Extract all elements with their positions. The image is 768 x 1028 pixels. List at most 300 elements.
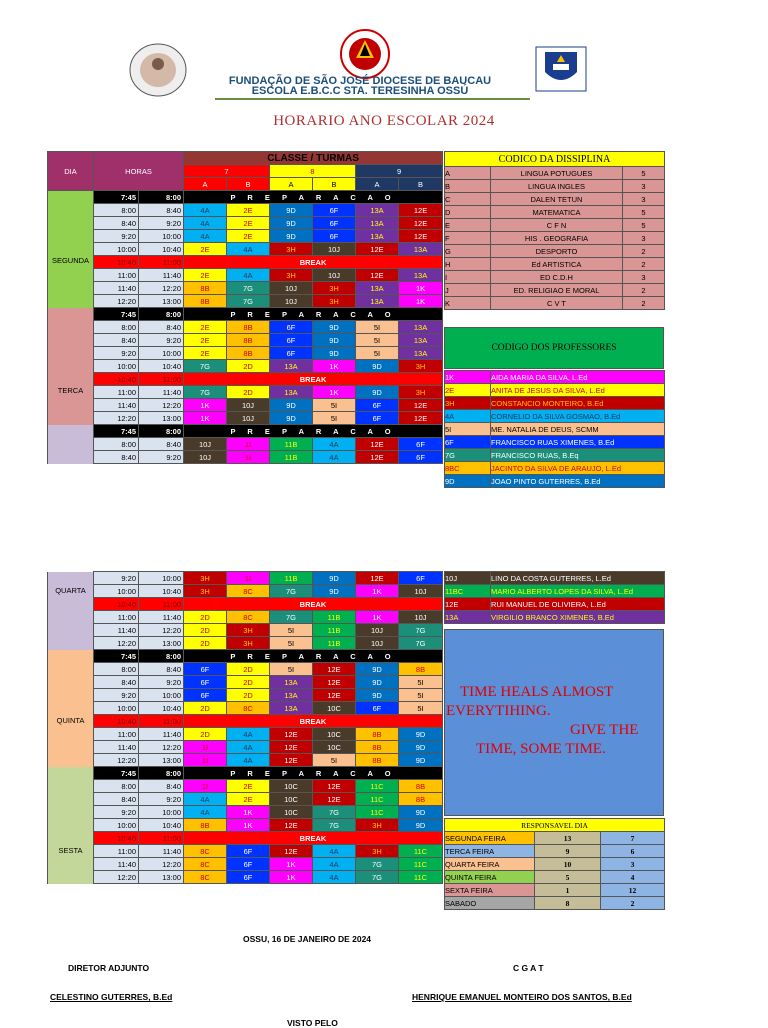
class-cell: 13A [399, 334, 443, 347]
class-cell: 10C [270, 793, 313, 806]
timor-leste-emblem [338, 28, 392, 80]
break-row: BREAK [184, 715, 443, 728]
end-time: 10:00 [139, 689, 184, 702]
class-cell: 9D [270, 412, 313, 425]
class-cell: 11C [399, 871, 443, 884]
class-cell: 7G [313, 806, 356, 819]
class-cell: 9D [356, 360, 399, 373]
school-shield-logo [535, 46, 587, 92]
day-cell [48, 347, 94, 360]
day-label-segunda: SEGUNDA [51, 256, 90, 265]
class-cell: 11B [270, 451, 313, 464]
class-cell: 9D [356, 663, 399, 676]
class-cell: 1K [270, 871, 313, 884]
class-cell: 2E [184, 334, 227, 347]
day-cell [48, 451, 94, 464]
professor-name: FRANCISCO RUAS XIMENES, B.Ed [491, 436, 665, 449]
subject-letter: E [445, 219, 491, 232]
class-cell: 13A [399, 243, 443, 256]
day-cell [48, 780, 94, 793]
professor-name: FRANCISCO RUAS, B.Eq [491, 449, 665, 462]
start-time: 10:00 [94, 585, 139, 598]
class-cell: 13A [270, 689, 313, 702]
start-time: 11:40 [94, 624, 139, 637]
end-time: 8:00 [139, 650, 184, 663]
class-cell: 11C [356, 806, 399, 819]
class-cell: 8C [227, 702, 270, 715]
class-cell: 3H [313, 295, 356, 308]
subject-code-row [445, 258, 665, 271]
professor-code: 6F [445, 436, 491, 449]
class-cell: 4A [184, 793, 227, 806]
class-cell: 4A [313, 871, 356, 884]
professor-codes-table-top [444, 370, 665, 488]
subject-code-row [445, 206, 665, 219]
start-time: 10:00 [94, 702, 139, 715]
subject-name: Ed ARTISTICA [491, 258, 623, 271]
schedule-row [48, 295, 443, 308]
end-time: 8:00 [139, 191, 184, 204]
class-cell: 1I [227, 572, 270, 585]
end-time: 8:40 [139, 321, 184, 334]
class-cell: 2E [227, 204, 270, 217]
school-name: ESCOLA E.B.C.C STA. TERESINHA OSSÚ [251, 85, 469, 97]
schedule-table-bottom [47, 571, 443, 884]
class-cell: 13A [356, 230, 399, 243]
start-time: 11:00 [94, 845, 139, 858]
day-cell [48, 572, 94, 585]
grade-7-header: 7 [184, 165, 270, 178]
day-cell [48, 741, 94, 754]
class-cell: 4A [227, 741, 270, 754]
day-cell [48, 438, 94, 451]
class-cell: 8C [184, 845, 227, 858]
class-cell: 10J [270, 282, 313, 295]
class-cell: 9D [270, 230, 313, 243]
class-cell: 2E [184, 243, 227, 256]
class-cell: 5I [356, 321, 399, 334]
quote-line-3: GIVE THE [570, 722, 639, 738]
start-time: 12:20 [94, 754, 139, 767]
professor-row [445, 449, 665, 462]
class-cell: 9D [356, 676, 399, 689]
schedule-row [48, 321, 443, 334]
professor-name: LINO DA COSTA GUTERRES, L.Ed [491, 572, 665, 585]
class-cell: 10J [227, 412, 270, 425]
day-cell [48, 637, 94, 650]
class-cell: 12E [399, 399, 443, 412]
start-time: 10:00 [94, 360, 139, 373]
teacher-number-1: 5 [535, 871, 601, 884]
start-time: 11:00 [94, 611, 139, 624]
end-time: 8:40 [139, 663, 184, 676]
teacher-number-2: 7 [601, 832, 665, 845]
subject-name: LINGUA POTUGUES [491, 167, 623, 180]
professor-row [445, 462, 665, 475]
class-cell: 10J [399, 585, 443, 598]
subject-name: C V T [491, 297, 623, 310]
foundation-name: FUNDAÇÃO DE SÃO JOSÉ DIOCESE DE BAUCAU [228, 75, 492, 87]
professor-name: RUI MANUEL DE OLIVIERA, L.Ed [491, 598, 665, 611]
start-time: 11:40 [94, 282, 139, 295]
start-time: 8:00 [94, 438, 139, 451]
class-cell: 1I [227, 438, 270, 451]
end-time: 11:40 [139, 269, 184, 282]
class-cell: 12E [399, 204, 443, 217]
day-cell [48, 308, 94, 321]
start-time: 9:20 [94, 806, 139, 819]
schedule-row [48, 793, 443, 806]
schedule-row [48, 624, 443, 637]
end-time: 11:00 [139, 715, 184, 728]
class-cell: 7G [227, 282, 270, 295]
class-cell: 6F [270, 321, 313, 334]
professor-name: JACINTO DA SILVA DE ARAUJO, L.Ed [491, 462, 665, 475]
end-time: 12:20 [139, 858, 184, 871]
start-time: 8:40 [94, 451, 139, 464]
start-time: 7:45 [94, 191, 139, 204]
subject-letter: A [445, 167, 491, 180]
class-cell: 12E [270, 754, 313, 767]
schedule-row [48, 399, 443, 412]
subject-name: MATEMATICA [491, 206, 623, 219]
schedule-row [48, 217, 443, 230]
day-cell [48, 793, 94, 806]
end-time: 13:00 [139, 871, 184, 884]
professor-name: AIDA MARIA DA SILVA, L.Ed [491, 371, 665, 384]
class-cell: 3H [399, 360, 443, 373]
class-cell: 11C [356, 793, 399, 806]
class-9b: B [399, 178, 443, 191]
subject-letter: C [445, 193, 491, 206]
class-cell: 4A [227, 728, 270, 741]
class-cell: 6F [399, 438, 443, 451]
start-time: 12:20 [94, 871, 139, 884]
class-cell: 12E [270, 819, 313, 832]
end-time: 10:40 [139, 819, 184, 832]
class-cell: 7G [227, 295, 270, 308]
class-cell: 8C [227, 611, 270, 624]
day-cell [48, 728, 94, 741]
subject-name: ED. RELIGIAO E MORAL [491, 284, 623, 297]
class-cell: 1K [227, 819, 270, 832]
day-cell [48, 806, 94, 819]
schedule-row [48, 858, 443, 871]
professor-name: MARIO ALBERTO LOPES DA SILVA, L.Ed [491, 585, 665, 598]
class-cell: 10J [184, 438, 227, 451]
class-cell: 9D [270, 217, 313, 230]
day-cell [48, 191, 94, 204]
quote-line-2: EVERYTIHING. [446, 703, 551, 719]
class-cell: 8B [356, 754, 399, 767]
day-label-terca: TERCA [57, 386, 84, 395]
professor-code: 1K [445, 371, 491, 384]
class-cell: 12E [270, 845, 313, 858]
professor-name: CONSTANCIO MONTEIRO, B.Ed [491, 397, 665, 410]
class-cell: 13A [399, 269, 443, 282]
class-cell: 3H [227, 624, 270, 637]
day-cell [48, 871, 94, 884]
class-cell: 2E [184, 321, 227, 334]
subject-letter: K [445, 297, 491, 310]
break-row: BREAK [184, 832, 443, 845]
start-time: 12:20 [94, 295, 139, 308]
end-time: 11:40 [139, 386, 184, 399]
responsavel-row [445, 858, 665, 871]
class-cell: 12E [399, 217, 443, 230]
end-time: 8:40 [139, 204, 184, 217]
schedule-row [48, 650, 443, 663]
class-7a: A [184, 178, 227, 191]
subject-letter: H [445, 258, 491, 271]
class-cell: 3H [270, 269, 313, 282]
professor-row [445, 410, 665, 423]
schedule-row [48, 767, 443, 780]
professor-name: JOAO PINTO GUTERRES, B.Ed [491, 475, 665, 488]
schedule-row [48, 269, 443, 282]
class-cell: 1K [399, 295, 443, 308]
weekday: SEGUNDA FEIRA [445, 832, 535, 845]
class-cell: 1K [270, 858, 313, 871]
subject-name: DESPORTO [491, 245, 623, 258]
subject-hours: 3 [623, 193, 665, 206]
end-time: 8:40 [139, 438, 184, 451]
class-cell: 12E [356, 572, 399, 585]
end-time: 10:40 [139, 243, 184, 256]
teacher-number-2: 4 [601, 871, 665, 884]
class-cell: 6F [399, 451, 443, 464]
responsavel-row [445, 884, 665, 897]
class-cell: 11C [399, 858, 443, 871]
start-time: 11:00 [94, 728, 139, 741]
class-cell: 6F [227, 845, 270, 858]
end-time: 9:20 [139, 676, 184, 689]
class-cell: 9D [313, 347, 356, 360]
teacher-number-2: 3 [601, 858, 665, 871]
class-cell: 6F [227, 858, 270, 871]
class-cell: 4A [227, 269, 270, 282]
class-cell: 7G [356, 871, 399, 884]
class-cell: 13A [356, 217, 399, 230]
start-time: 9:20 [94, 347, 139, 360]
professor-name: ME. NATALIA DE DEUS, SCMM [491, 423, 665, 436]
class-cell: 13A [356, 282, 399, 295]
class-cell: 7G [270, 585, 313, 598]
subject-code-row [445, 167, 665, 180]
class-cell: 6F [356, 399, 399, 412]
class-cell: 10J [184, 451, 227, 464]
class-cell: 6F [227, 871, 270, 884]
day-cell [48, 360, 94, 373]
class-cell: 4A [227, 243, 270, 256]
teacher-number-1: 10 [535, 858, 601, 871]
class-cell: 8B [399, 793, 443, 806]
class-cell: 1K [184, 412, 227, 425]
class-7b: B [227, 178, 270, 191]
day-cell [48, 425, 94, 438]
professor-code: 13A [445, 611, 491, 624]
class-cell: 6F [399, 572, 443, 585]
grade-8-header: 8 [270, 165, 356, 178]
professor-row [445, 572, 665, 585]
class-cell: 2E [227, 217, 270, 230]
subject-codes-title: CODICO DA DISSIPLINA [445, 152, 665, 167]
class-cell: 12E [313, 676, 356, 689]
day-cell [48, 412, 94, 425]
subject-letter: F [445, 232, 491, 245]
right-role: C G A T [513, 963, 544, 973]
start-time: 10:40 [94, 373, 139, 386]
weekday: SEXTA FEIRA [445, 884, 535, 897]
class-cell: 9D [313, 334, 356, 347]
end-time: 11:00 [139, 256, 184, 269]
end-time: 12:20 [139, 282, 184, 295]
class-cell: 13A [270, 360, 313, 373]
start-time: 12:20 [94, 637, 139, 650]
class-cell: 5I [270, 624, 313, 637]
start-time: 10:40 [94, 256, 139, 269]
preparacao-row: P R E P A R A C A O [184, 767, 443, 780]
class-cell: 13A [399, 321, 443, 334]
class-cell: 2D [227, 386, 270, 399]
end-time: 11:40 [139, 611, 184, 624]
school-header [200, 76, 520, 96]
class-cell: 1K [184, 399, 227, 412]
end-time: 12:20 [139, 624, 184, 637]
day-cell [48, 767, 94, 780]
responsavel-dia-title: RESPONSAVEL DIA [445, 819, 665, 832]
end-time: 9:20 [139, 793, 184, 806]
day-label-quinta: QUINTA [56, 716, 85, 725]
end-time: 12:20 [139, 741, 184, 754]
start-time: 10:00 [94, 819, 139, 832]
class-cell: 10C [313, 728, 356, 741]
subject-code-row [445, 180, 665, 193]
subject-hours: 2 [623, 245, 665, 258]
class-cell: 8B [184, 819, 227, 832]
class-cell: 11B [313, 624, 356, 637]
left-signatory: CELESTINO GUTERRES, B.Ed [50, 992, 173, 1002]
quote-line-4: TIME, SOME TIME. [476, 741, 606, 757]
end-time: 8:00 [139, 425, 184, 438]
responsavel-dia-table [444, 818, 665, 910]
day-cell [48, 399, 94, 412]
class-cell: 9D [313, 585, 356, 598]
class-cell: 5I [399, 676, 443, 689]
class-cell: 2D [184, 702, 227, 715]
schedule-row [48, 871, 443, 884]
class-cell: 9D [270, 204, 313, 217]
end-time: 11:40 [139, 845, 184, 858]
weekday: QUARTA FEIRA [445, 858, 535, 871]
class-cell: 2E [184, 269, 227, 282]
responsavel-row [445, 832, 665, 845]
schedule-row [48, 715, 443, 728]
subject-hours: 2 [623, 284, 665, 297]
quote-line-1: TIME HEALS ALMOST [460, 684, 614, 700]
weekday: SABADO [445, 897, 535, 910]
class-cell: 6F [270, 347, 313, 360]
class-cell: 12E [313, 689, 356, 702]
professor-row [445, 397, 665, 410]
end-time: 13:00 [139, 295, 184, 308]
class-cell: 7G [270, 611, 313, 624]
class-cell: 13A [270, 676, 313, 689]
start-time: 8:00 [94, 780, 139, 793]
day-cell [48, 676, 94, 689]
schedule-row [48, 572, 443, 585]
end-time: 9:20 [139, 451, 184, 464]
grade-9-header: 9 [356, 165, 443, 178]
day-cell [48, 269, 94, 282]
day-cell [48, 373, 94, 386]
class-cell: 3H [356, 845, 399, 858]
end-time: 10:00 [139, 230, 184, 243]
schedule-row [48, 191, 443, 204]
preparacao-row: P R E P A R A C A O [184, 425, 443, 438]
class-cell: 7G [399, 624, 443, 637]
class-cell: 2D [184, 728, 227, 741]
class-cell: 1K [399, 282, 443, 295]
day-cell [48, 832, 94, 845]
subject-code-row [445, 219, 665, 232]
class-cell: 5I [356, 334, 399, 347]
subject-codes-table [444, 151, 665, 310]
professor-code: 4A [445, 410, 491, 423]
schedule-row [48, 204, 443, 217]
subject-letter: I [445, 271, 491, 284]
day-cell [48, 858, 94, 871]
start-time: 10:00 [94, 243, 139, 256]
class-cell: 8B [399, 780, 443, 793]
day-cell [48, 819, 94, 832]
subject-letter: D [445, 206, 491, 219]
schedule-row [48, 689, 443, 702]
start-time: 7:45 [94, 767, 139, 780]
class-cell: 12E [270, 728, 313, 741]
subject-hours: 3 [623, 232, 665, 245]
end-time: 10:00 [139, 572, 184, 585]
class-cell: 5I [399, 702, 443, 715]
professor-name: VIRGILIO BRANCO XIMENES, B.Ed [491, 611, 665, 624]
start-time: 8:00 [94, 321, 139, 334]
class-cell: 2D [227, 689, 270, 702]
schedule-row [48, 598, 443, 611]
end-time: 13:00 [139, 637, 184, 650]
subject-code-row [445, 232, 665, 245]
class-cell: 3H [184, 585, 227, 598]
class-cell: 13A [270, 386, 313, 399]
responsavel-row [445, 871, 665, 884]
start-time: 8:00 [94, 204, 139, 217]
class-cell: 5I [313, 754, 356, 767]
schedule-row [48, 425, 443, 438]
start-time: 9:20 [94, 689, 139, 702]
class-cell: 1I [227, 451, 270, 464]
classe-header: CLASSE / TURMAS [184, 152, 443, 165]
class-cell: 4A [313, 858, 356, 871]
professor-code: 12E [445, 598, 491, 611]
end-time: 11:40 [139, 728, 184, 741]
start-time: 10:40 [94, 598, 139, 611]
class-cell: 7G [356, 858, 399, 871]
schedule-row [48, 373, 443, 386]
subject-name: C F N [491, 219, 623, 232]
header-divider [215, 98, 530, 100]
class-cell: 13A [356, 204, 399, 217]
class-cell: 3H [356, 819, 399, 832]
left-role: DIRETOR ADJUNTO [68, 963, 150, 973]
